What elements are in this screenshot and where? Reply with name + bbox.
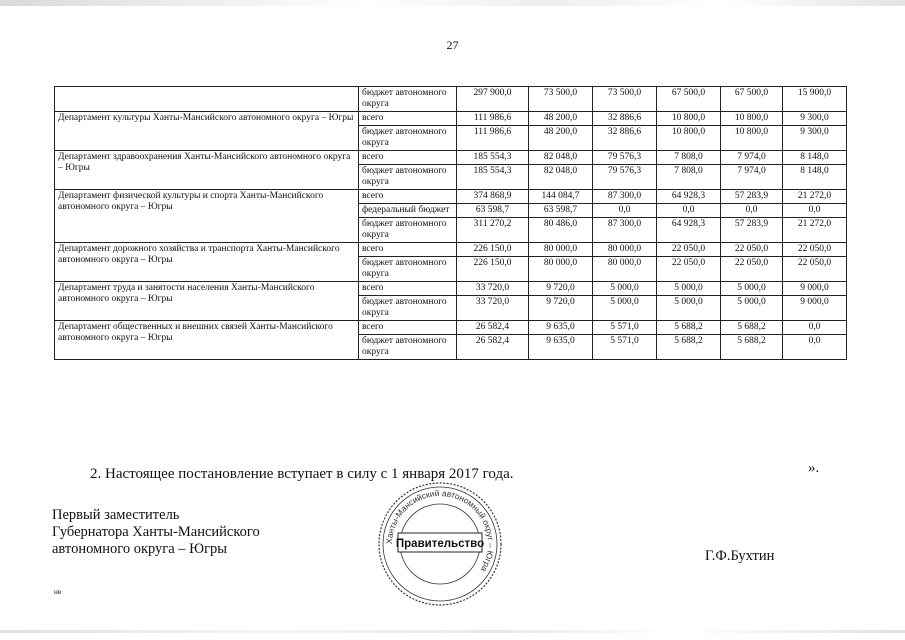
official-seal bbox=[376, 480, 504, 608]
signer-name: Г.Ф.Бухтин bbox=[705, 548, 775, 564]
amount-cell: 10 800,0 bbox=[657, 126, 721, 151]
amount-cell: 73 500,0 bbox=[593, 87, 657, 112]
amount-cell: 21 272,0 bbox=[783, 190, 847, 204]
amount-cell: 297 900,0 bbox=[457, 87, 529, 112]
amount-cell: 57 283,9 bbox=[721, 190, 783, 204]
amount-cell: 22 050,0 bbox=[783, 257, 847, 282]
amount-cell: 22 050,0 bbox=[657, 257, 721, 282]
amount-cell: 7 808,0 bbox=[657, 165, 721, 190]
funding-source-cell: бюджет автономного округа bbox=[359, 165, 457, 190]
table-row bbox=[55, 321, 847, 335]
amount-cell: 5 000,0 bbox=[657, 296, 721, 321]
amount-cell: 5 688,2 bbox=[657, 335, 721, 360]
funding-source-cell: бюджет автономного округа bbox=[359, 87, 457, 112]
amount-cell: 111 986,6 bbox=[457, 126, 529, 151]
funding-source-cell: бюджет автономного округа bbox=[359, 296, 457, 321]
amount-cell: 0,0 bbox=[783, 321, 847, 335]
table-row bbox=[55, 87, 847, 112]
amount-cell: 374 868,9 bbox=[457, 190, 529, 204]
amount-cell: 33 720,0 bbox=[457, 282, 529, 296]
funding-source-cell: бюджет автономного округа bbox=[359, 126, 457, 151]
amount-cell: 26 582,4 bbox=[457, 321, 529, 335]
amount-cell: 21 272,0 bbox=[783, 218, 847, 243]
amount-cell: 67 500,0 bbox=[657, 87, 721, 112]
funding-source-cell: всего bbox=[359, 321, 457, 335]
table-row bbox=[55, 243, 847, 257]
amount-cell: 111 986,6 bbox=[457, 112, 529, 126]
amount-cell: 67 500,0 bbox=[721, 87, 783, 112]
amount-cell: 0,0 bbox=[721, 204, 783, 218]
amount-cell: 10 800,0 bbox=[721, 126, 783, 151]
scan-edge-bottom bbox=[0, 630, 905, 633]
amount-cell: 5 688,2 bbox=[721, 321, 783, 335]
amount-cell: 0,0 bbox=[783, 335, 847, 360]
table-row bbox=[55, 190, 847, 204]
amount-cell: 7 974,0 bbox=[721, 151, 783, 165]
amount-cell: 9 300,0 bbox=[783, 126, 847, 151]
amount-cell: 185 554,3 bbox=[457, 165, 529, 190]
amount-cell: 9 000,0 bbox=[783, 282, 847, 296]
amount-cell: 22 050,0 bbox=[721, 243, 783, 257]
amount-cell: 8 148,0 bbox=[783, 151, 847, 165]
amount-cell: 48 200,0 bbox=[529, 112, 593, 126]
amount-cell: 32 886,6 bbox=[593, 126, 657, 151]
amount-cell: 10 800,0 bbox=[721, 112, 783, 126]
amount-cell: 22 050,0 bbox=[783, 243, 847, 257]
department-name-cell: Департамент общественных и внешних связей Ханты-Мансийского автономного округа – Югры bbox=[55, 321, 359, 360]
department-name-cell: Департамент физической культуры и спорта Ханты-Мансийского автономного округа – Югры bbox=[55, 190, 359, 243]
amount-cell: 5 571,0 bbox=[593, 335, 657, 360]
signer-title-line-2: Губернатора Ханты-Мансийского bbox=[52, 524, 260, 540]
funding-source-cell: федеральный бюджет bbox=[359, 204, 457, 218]
department-name-cell: Департамент труда и занятости населения Ханты-Мансийского автономного округа – Югры bbox=[55, 282, 359, 321]
funding-source-cell: всего bbox=[359, 151, 457, 165]
amount-cell: 5 571,0 bbox=[593, 321, 657, 335]
amount-cell: 82 048,0 bbox=[529, 165, 593, 190]
amount-cell: 32 886,6 bbox=[593, 112, 657, 126]
table-row bbox=[55, 151, 847, 165]
funding-source-cell: бюджет автономного округа bbox=[359, 257, 457, 282]
scan-edge-top bbox=[0, 0, 905, 6]
page-number: 27 bbox=[446, 38, 459, 52]
amount-cell: 226 150,0 bbox=[457, 257, 529, 282]
funding-source-cell: всего bbox=[359, 112, 457, 126]
amount-cell: 9 635,0 bbox=[529, 335, 593, 360]
amount-cell: 5 000,0 bbox=[721, 282, 783, 296]
amount-cell: 226 150,0 bbox=[457, 243, 529, 257]
amount-cell: 33 720,0 bbox=[457, 296, 529, 321]
amount-cell: 80 000,0 bbox=[593, 243, 657, 257]
amount-cell: 144 084,7 bbox=[529, 190, 593, 204]
amount-cell: 9 000,0 bbox=[783, 296, 847, 321]
signature-block bbox=[52, 507, 260, 558]
amount-cell: 22 050,0 bbox=[657, 243, 721, 257]
amount-cell: 82 048,0 bbox=[529, 151, 593, 165]
closing-quote: ». bbox=[808, 460, 820, 476]
executor-mark: нв bbox=[54, 588, 62, 596]
amount-cell: 48 200,0 bbox=[529, 126, 593, 151]
amount-cell: 80 000,0 bbox=[529, 243, 593, 257]
amount-cell: 80 000,0 bbox=[529, 257, 593, 282]
amount-cell: 8 148,0 bbox=[783, 165, 847, 190]
amount-cell: 7 974,0 bbox=[721, 165, 783, 190]
amount-cell: 5 688,2 bbox=[657, 321, 721, 335]
funding-source-cell: всего bbox=[359, 190, 457, 204]
department-name-cell: Департамент культуры Ханты-Мансийского автономного округа – Югры bbox=[55, 112, 359, 151]
amount-cell: 5 688,2 bbox=[721, 335, 783, 360]
amount-cell: 57 283,9 bbox=[721, 218, 783, 243]
resolution-text: 2. Настоящее постановление вступает в силу с 1 января 2017 года. bbox=[90, 466, 514, 482]
amount-cell: 5 000,0 bbox=[593, 296, 657, 321]
funding-source-cell: бюджет автономного округа bbox=[359, 335, 457, 360]
amount-cell: 9 720,0 bbox=[529, 296, 593, 321]
amount-cell: 63 598,7 bbox=[529, 204, 593, 218]
amount-cell: 26 582,4 bbox=[457, 335, 529, 360]
amount-cell: 87 300,0 bbox=[593, 218, 657, 243]
department-name-cell: Департамент здравоохранения Ханты-Мансийского автономного округа – Югры bbox=[55, 151, 359, 190]
amount-cell: 0,0 bbox=[657, 204, 721, 218]
table-row bbox=[55, 112, 847, 126]
signer-title-line-1: Первый заместитель bbox=[52, 507, 180, 523]
amount-cell: 9 635,0 bbox=[529, 321, 593, 335]
amount-cell: 10 800,0 bbox=[657, 112, 721, 126]
seal-title: Правительство bbox=[395, 538, 485, 550]
budget-table bbox=[54, 86, 847, 360]
funding-source-cell: всего bbox=[359, 243, 457, 257]
amount-cell: 311 270,2 bbox=[457, 218, 529, 243]
seal-ring-text: Ханты-Мансийский автономный округ – Югра bbox=[383, 487, 497, 574]
amount-cell: 80 000,0 bbox=[593, 257, 657, 282]
amount-cell: 9 300,0 bbox=[783, 112, 847, 126]
funding-source-cell: бюджет автономного округа bbox=[359, 218, 457, 243]
amount-cell: 73 500,0 bbox=[529, 87, 593, 112]
amount-cell: 5 000,0 bbox=[657, 282, 721, 296]
signer-title-line-3: автономного округа – Югры bbox=[52, 541, 228, 557]
amount-cell: 79 576,3 bbox=[593, 165, 657, 190]
amount-cell: 80 486,0 bbox=[529, 218, 593, 243]
amount-cell: 185 554,3 bbox=[457, 151, 529, 165]
amount-cell: 15 900,0 bbox=[783, 87, 847, 112]
funding-source-cell: всего bbox=[359, 282, 457, 296]
amount-cell: 64 928,3 bbox=[657, 190, 721, 204]
amount-cell: 22 050,0 bbox=[721, 257, 783, 282]
department-name-cell bbox=[55, 87, 359, 112]
amount-cell: 79 576,3 bbox=[593, 151, 657, 165]
table-row bbox=[55, 282, 847, 296]
amount-cell: 64 928,3 bbox=[657, 218, 721, 243]
amount-cell: 5 000,0 bbox=[721, 296, 783, 321]
amount-cell: 7 808,0 bbox=[657, 151, 721, 165]
amount-cell: 87 300,0 bbox=[593, 190, 657, 204]
amount-cell: 63 598,7 bbox=[457, 204, 529, 218]
amount-cell: 0,0 bbox=[783, 204, 847, 218]
department-name-cell: Департамент дорожного хозяйства и транспорта Ханты-Мансийского автономного округа – Югры bbox=[55, 243, 359, 282]
amount-cell: 0,0 bbox=[593, 204, 657, 218]
amount-cell: 5 000,0 bbox=[593, 282, 657, 296]
amount-cell: 9 720,0 bbox=[529, 282, 593, 296]
budget-table-body bbox=[55, 87, 847, 360]
